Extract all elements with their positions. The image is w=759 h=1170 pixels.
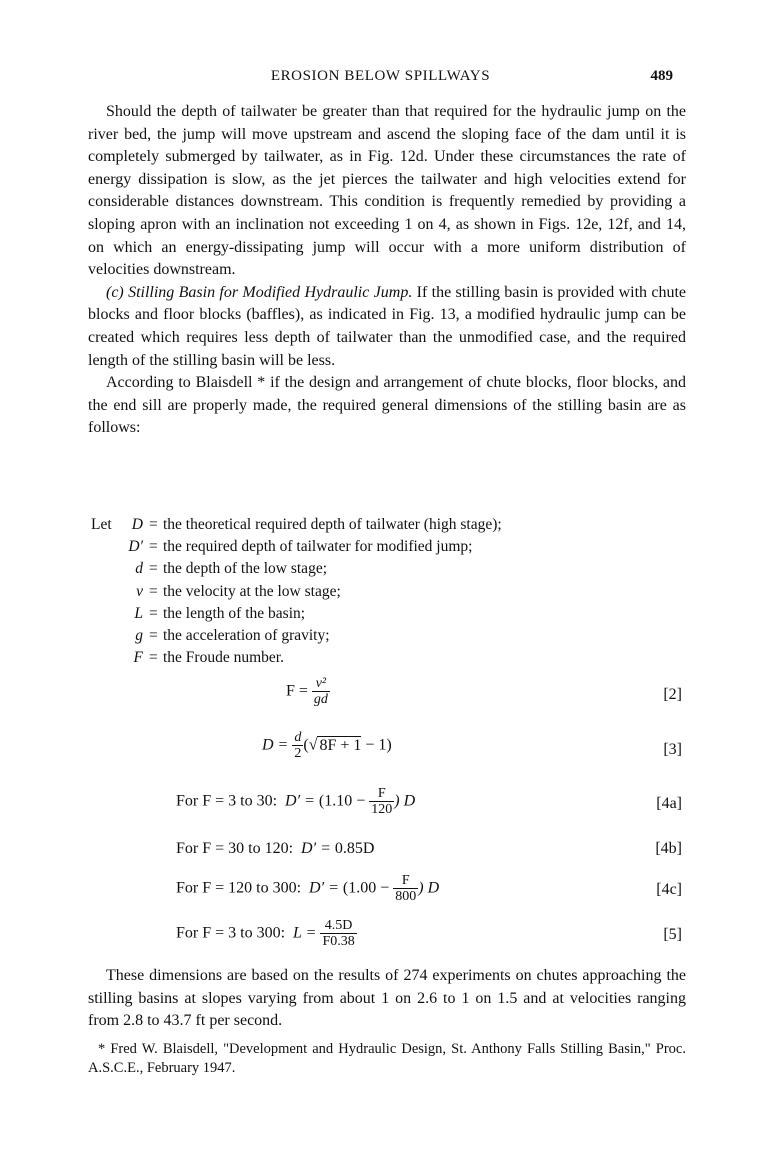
paragraph-experiments: These dimensions are based on the results of 274 experiments on chutes approaching the stilling basins at slopes varying from about 1 on 2.6 to 1 on 1.5 and at velocities ranging from 2.8 to 43.7 ft per second. (88, 967, 686, 1030)
definition-text: the theoretical required depth of tailwater (high stage); (163, 516, 502, 533)
definition-lead (91, 536, 115, 558)
equation-rhs: 0.85D (334, 840, 375, 857)
definition-lead (91, 647, 115, 669)
paragraph-tailwater: Should the depth of tailwater be greater than that required for the hydraulic jump on the river bed, the jump will move upstream and ascend the sloping face of the dam until it is completely submerged by tailwater, as in Fig. 12d. Under these circumstances the rate of energy dissipation is slow, as the jet pierces the tailwater and high velocities extend for considerable distances downstream. This condition is frequently remedied by providing a sloping apron with an inclination not exceeding 1 on 4, as shown in Figs. 12e, 12f, and 14, on which an energy-dissipating jump will occur with a more uniform distribution of velocities downstream. (88, 103, 686, 279)
definition-symbol: D′ (128, 538, 143, 556)
equation-fraction: $\frac{F}{800}$ (395, 873, 417, 905)
equation-fraction: $\frac{4.5D}{F0.38}$ (322, 918, 355, 950)
paragraph-blaisdell: According to Blaisdell * if the design and arrangement of chute blocks, floor blocks, and the end sill are properly made, the required general dimensions of the stilling basin are as follows: (88, 374, 686, 437)
equation-5 (176, 918, 357, 950)
equation-4a: For F = 3 to 30: D′ = (1.10 − $\frac{F}{120}$ ) D (176, 786, 416, 818)
definition-row: v = the velocity at the low stage; (91, 581, 502, 603)
footnote: * Fred W. Blaisdell, "Development and Hydraulic Design, St. Anthony Falls Stilling Basin," Proc. A.S.C.E., February 1947. (88, 1041, 686, 1076)
equation-fraction: $\frac{\text{v²}}{gd}$ (313, 676, 328, 708)
equation-2 (286, 676, 330, 708)
definition-row: D′ = the required depth of tailwater for modified jump; (91, 536, 502, 558)
equation-lhs: D′ = (301, 840, 331, 857)
equation-number: [2] (663, 686, 682, 703)
definition-symbol: d (135, 560, 143, 578)
equation-fraction: $\frac{d}{2}$ (294, 730, 302, 762)
equation-number: [3] (663, 741, 682, 758)
page-number: 489 (650, 68, 673, 84)
definition-symbol: F (133, 649, 143, 667)
definition-row: F = the Froude number. (91, 647, 502, 669)
equation-condition: For F = 3 to 30: (176, 792, 278, 810)
equation-condition: For F = 120 to 300: (176, 879, 302, 897)
equation-lhs: D′ = (285, 792, 315, 810)
equation-3: D = $\frac{d}{2}$ (√ 8F + 1 − 1) (262, 730, 392, 762)
definition-row: g = the acceleration of gravity; (91, 625, 502, 647)
equation-number: [4a] (656, 795, 682, 812)
equation-lhs: D′ = (309, 879, 339, 897)
equation-4b (176, 840, 374, 858)
equation-fraction: $\frac{F}{120}$ (371, 786, 393, 818)
body-text-lower (88, 965, 686, 1033)
definition-lead (91, 625, 115, 647)
running-title: EROSION BELOW SPILLWAYS (270, 68, 491, 84)
body-text-upper (88, 101, 686, 440)
definition-symbol: L (134, 604, 143, 622)
paragraph-stilling-basin (88, 282, 686, 372)
definition-text: the velocity at the low stage; (163, 582, 341, 600)
definition-row: L = the length of the basin; (91, 603, 502, 625)
definition-lead (91, 603, 115, 625)
definition-symbol: D (131, 516, 143, 533)
definition-text: the required depth of tailwater for modified jump; (163, 538, 473, 556)
equation-number: [4c] (656, 881, 682, 898)
equation-condition: For F = 30 to 120: (176, 840, 294, 857)
definition-symbol: v (136, 582, 143, 600)
definition-row: Let D = the theoretical required depth of tailwater (high stage); (91, 514, 502, 536)
definition-symbol: g (135, 627, 143, 645)
definition-text: the acceleration of gravity; (163, 627, 330, 645)
equation-lhs: D = (262, 736, 289, 754)
section-heading-c: (c) Stilling Basin for Modified Hydraulic Jump. (106, 283, 413, 301)
equation-condition: For F = 3 to 300: (176, 924, 286, 942)
definition-text: the depth of the low stage; (163, 560, 327, 578)
equation-4c: For F = 120 to 300: D′ = (1.00 − $\frac{F}{800}$ ) D (176, 873, 440, 905)
equation-radicand: 8F + 1 (319, 736, 362, 754)
equation-number: [4b] (655, 840, 682, 857)
page-header (88, 68, 673, 92)
equation-number: [5] (663, 926, 682, 943)
definition-row: d = the depth of the low stage; (91, 558, 502, 580)
definition-text: the length of the basin; (163, 604, 306, 622)
definition-text: the Froude number. (163, 649, 284, 667)
equation-lhs: L = (293, 924, 317, 942)
definition-lead (91, 581, 115, 603)
definitions-list (91, 514, 502, 669)
definition-lead (91, 558, 115, 580)
paragraph-stilling-basin-body: If the stilling basin is provided with chute blocks and floor blocks (baffles), as indicated in Fig. 13, a modified hydraulic jump can be created which requires less depth of tailwater than the unmodified case, and the required length of the stilling basin will be less. (88, 283, 686, 369)
equation-lhs: F = (286, 682, 308, 700)
definition-lead: Let (91, 516, 112, 533)
